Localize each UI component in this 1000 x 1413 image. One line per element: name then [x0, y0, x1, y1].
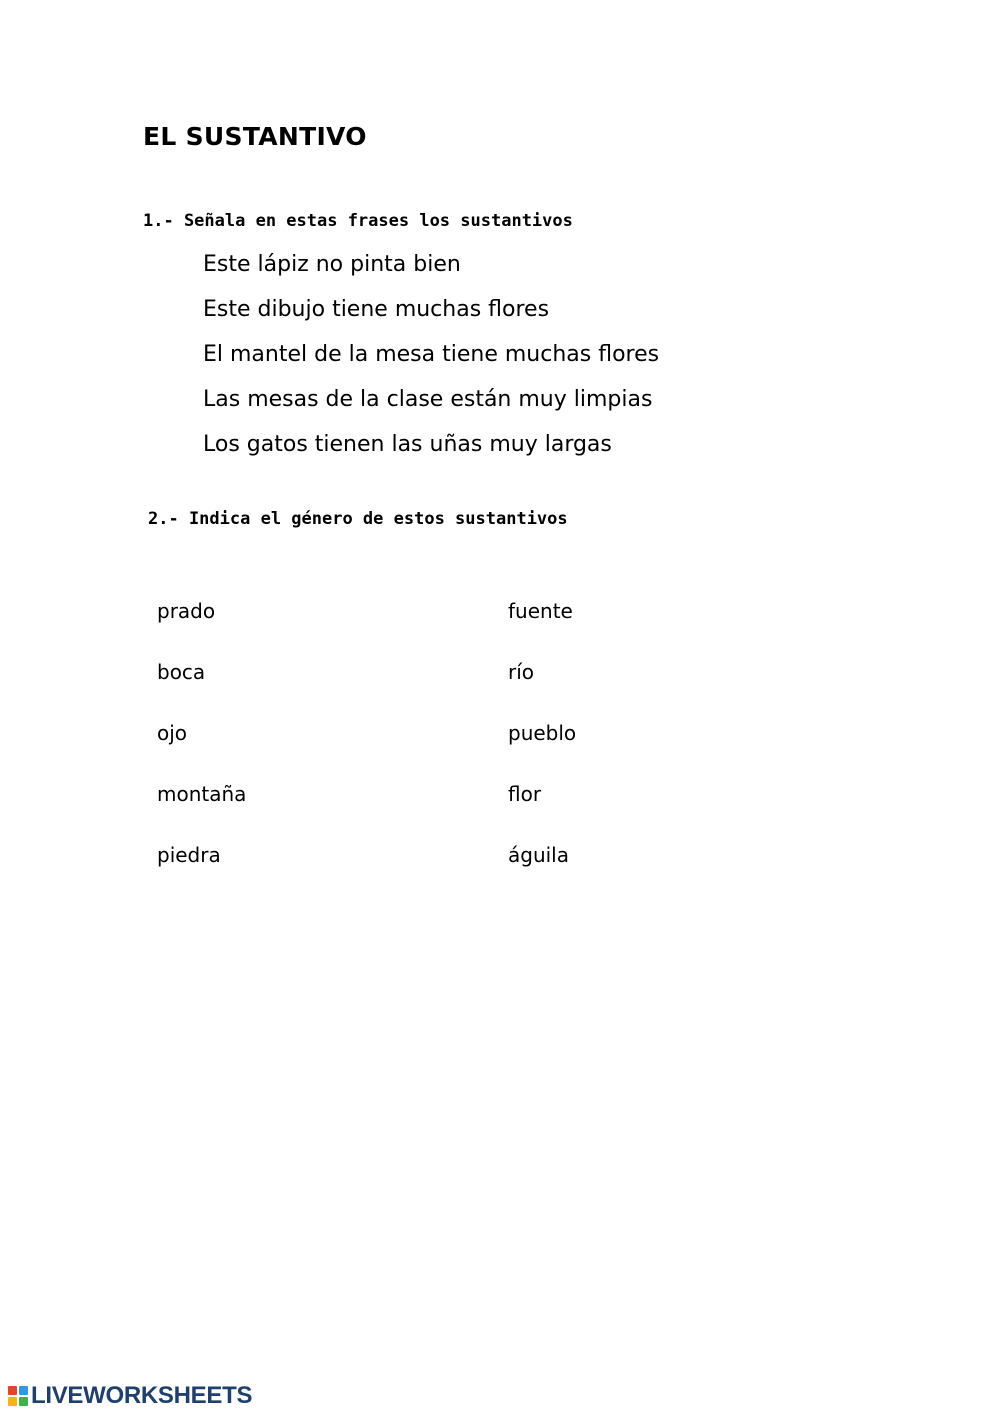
- sentence-item[interactable]: El mantel de la mesa tiene muchas flores: [203, 342, 660, 367]
- noun-word-item: río: [508, 660, 535, 684]
- noun-word-item: pueblo: [508, 721, 577, 745]
- exercise-2-left-word-list: [157, 596, 246, 901]
- sentence-item[interactable]: Este dibujo tiene muchas flores: [203, 297, 550, 322]
- exercise-2-right-word-list: [508, 596, 576, 901]
- noun-word-item: fuente: [508, 599, 573, 623]
- logo-block: [8, 1386, 17, 1395]
- logo-block: [19, 1386, 28, 1395]
- exercise-2-heading: 2.- Indica el género de estos sustantivos: [148, 509, 568, 529]
- logo-block: [19, 1397, 28, 1406]
- sentence-item[interactable]: Los gatos tienen las uñas muy largas: [203, 432, 612, 457]
- logo-text: LIVEWORKSHEETS: [31, 1382, 253, 1409]
- noun-word-item: ojo: [157, 721, 188, 745]
- liveworksheets-logo[interactable]: [8, 1382, 252, 1410]
- logo-blocks-icon: [8, 1386, 28, 1406]
- logo-block: [8, 1397, 17, 1406]
- page-title: EL SUSTANTIVO: [143, 122, 367, 151]
- noun-word-item: prado: [157, 599, 216, 623]
- noun-word-item: águila: [508, 843, 569, 867]
- noun-word-item: piedra: [157, 843, 221, 867]
- exercise-1-heading: 1.- Señala en estas frases los sustantivos: [143, 211, 573, 231]
- noun-word-item: boca: [157, 660, 206, 684]
- noun-word-item: flor: [508, 782, 542, 806]
- noun-word-item: montaña: [157, 782, 247, 806]
- sentence-item[interactable]: Las mesas de la clase están muy limpias: [203, 387, 653, 412]
- sentence-item[interactable]: Este lápiz no pinta bien: [203, 252, 461, 277]
- exercise-1-sentence-list: [203, 248, 659, 473]
